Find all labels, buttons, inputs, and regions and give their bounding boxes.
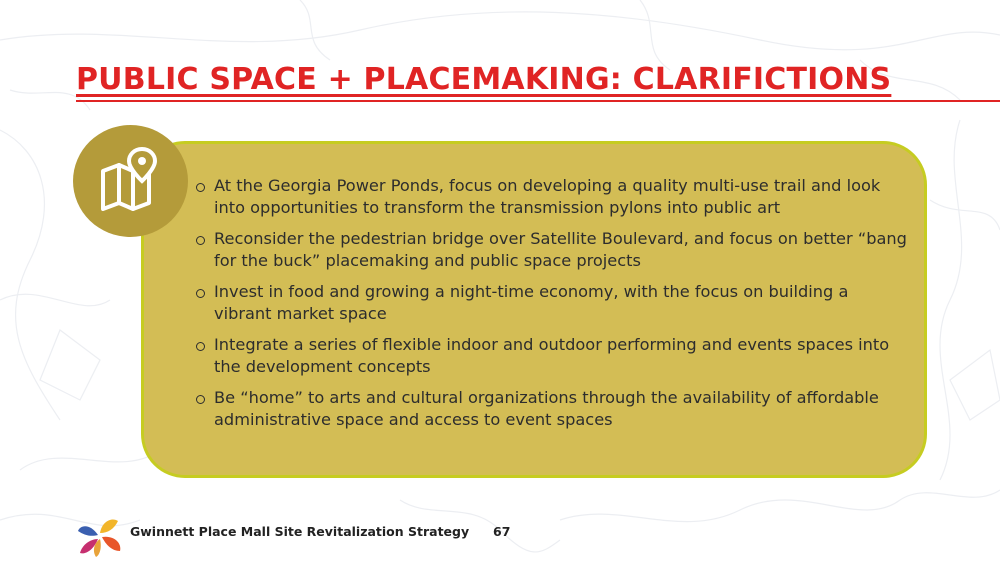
- bullet-item: [196, 281, 908, 325]
- bullet-list: [196, 175, 908, 440]
- footer-title: Gwinnett Place Mall Site Revitalization Strategy: [130, 524, 470, 539]
- bullet-text: Reconsider the pedestrian bridge over Satellite Boulevard, and focus on better “bang for the buck” placemaking and public space projects: [214, 229, 907, 270]
- map-pin-icon: [99, 147, 163, 211]
- bullet-text: At the Georgia Power Ponds, focus on developing a quality multi-use trail and look into opportunities to transform the transmission pylons into public art: [214, 176, 881, 217]
- page-number: 67: [493, 524, 511, 539]
- slide-title: PUBLIC SPACE + PLACEMAKING: CLARIFICTIONS: [76, 62, 892, 97]
- bullet-item: [196, 228, 908, 272]
- bullet-item: [196, 387, 908, 431]
- bullet-marker: [196, 236, 205, 245]
- bullet-text: Invest in food and growing a night-time economy, with the focus on building a vibrant market space: [214, 282, 849, 323]
- bullet-marker: [196, 395, 205, 404]
- bullet-item: [196, 175, 908, 219]
- bullet-marker: [196, 342, 205, 351]
- title-underline-rule: [76, 100, 1000, 102]
- bullet-item: [196, 334, 908, 378]
- bullet-marker: [196, 289, 205, 298]
- bullet-marker: [196, 183, 205, 192]
- bullet-text: Be “home” to arts and cultural organizations through the availability of affordable administrative space and access to event spaces: [214, 388, 879, 429]
- gwinnett-logo-icon: [76, 517, 124, 557]
- icon-badge: [73, 125, 188, 237]
- bullet-text: Integrate a series of flexible indoor and outdoor performing and events spaces into the development concepts: [214, 335, 890, 376]
